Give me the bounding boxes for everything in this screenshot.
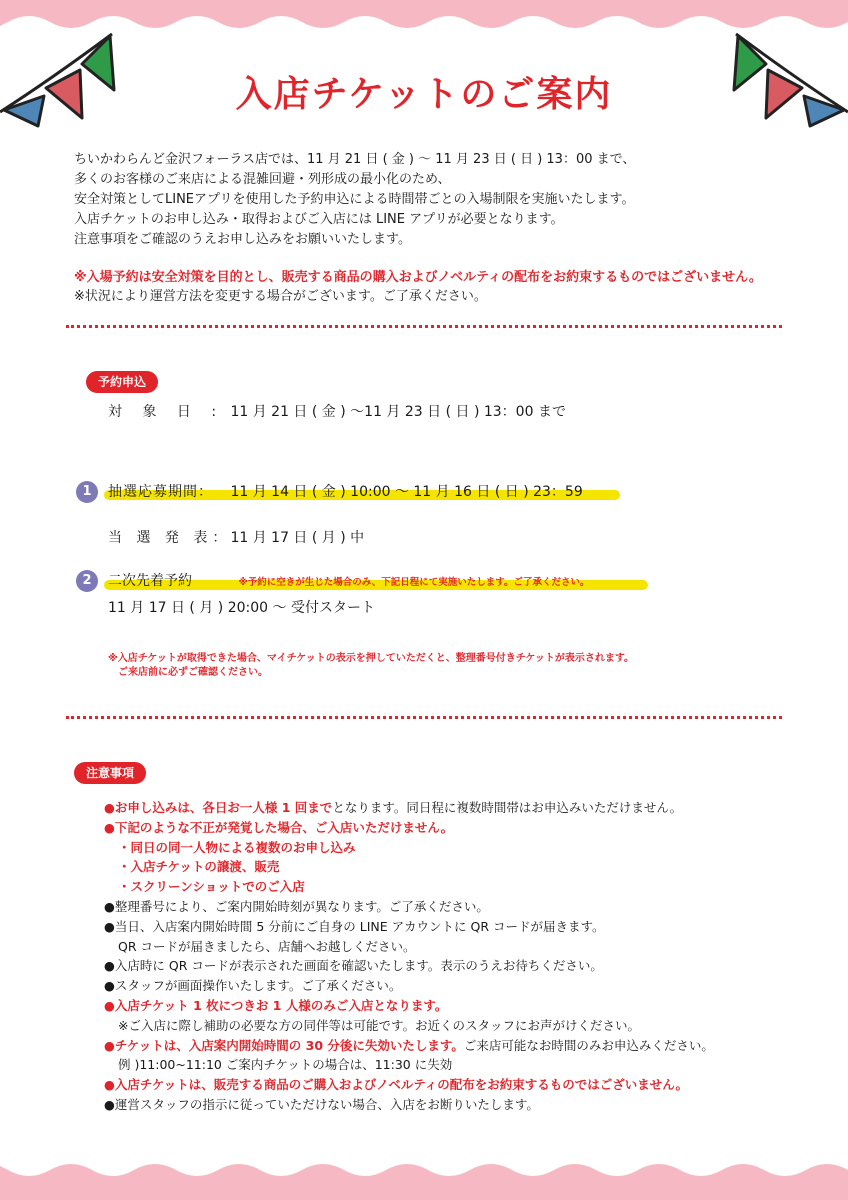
caution-item: ●当日、入店案内開始時間 5 分前にご自身の LINE アカウントに QR コードが届きます。 xyxy=(104,918,605,934)
intro-text xyxy=(74,150,794,250)
caution-item: ●入店時に QR コードが表示された画面を確認いたします。表示のうえお待ちください。 xyxy=(104,958,603,974)
intro-line: ちいかわらんど金沢フォーラス店では、11 月 21 日 ( 金 ) 〜 11 月 23 日 ( 日 ) 13：00 まで、 xyxy=(74,152,636,167)
announcement-row xyxy=(108,528,364,548)
top-wave-border xyxy=(0,0,848,34)
caution-list xyxy=(104,798,784,1115)
second-round-label: 二次先着予約 xyxy=(108,573,192,589)
caution-item-text: となります。同日程に複数時間帯はお申込みいただけません。 xyxy=(332,800,683,815)
intro-line: 安全対策としてLINEアプリを使用した予約申込による時間帯ごとの入場制限を実施いたします。 xyxy=(74,192,635,207)
bottom-wave-border xyxy=(0,1156,848,1200)
intro-line: 多くのお客様のご来店による混雑回避・列形成の最小化のため、 xyxy=(74,172,451,187)
intro-line: 注意事項をご確認のうえお申し込みをお願いいたします。 xyxy=(74,232,411,247)
warning-text xyxy=(74,268,814,306)
caution-heading: 注意事項 xyxy=(74,762,146,784)
caution-subitem: ・入店チケットの譲渡、販売 xyxy=(118,859,280,875)
caution-item: ●下記のような不正が発覚した場合、ご入店いただけません。 xyxy=(104,819,454,835)
intro-line: 入店チケットのお申し込み・取得およびご入店には LINE アプリが必要となります。 xyxy=(74,212,564,227)
warning-line-purpose: ※入場予約は安全対策を目的とし、販売する商品の購入およびノベルティの配布をお約束するものではございません。 xyxy=(74,270,762,285)
target-date-label: 対 象 日 : xyxy=(108,404,225,420)
section-divider xyxy=(66,325,782,328)
page-title: 入店チケットのご案内 xyxy=(235,74,613,115)
second-round-value: 11 月 17 日 ( 月 ) 20:00 〜 受付スタート xyxy=(108,600,375,616)
lottery-period-row xyxy=(108,482,583,502)
caution-item: ●運営スタッフの指示に従っていただけない場合、入店をお断りいたします。 xyxy=(104,1096,539,1112)
caution-item-continued: 例 )11:00~11:10 ご案内チケットの場合は、11:30 に失効 xyxy=(118,1057,453,1073)
step-number-badge: 2 xyxy=(76,570,98,592)
target-date-row xyxy=(108,402,566,422)
announcement-value: 11 月 17 日 ( 月 ) 中 xyxy=(230,530,365,546)
caution-subitem: ・同日の同一人物による複数のお申し込み xyxy=(118,839,356,855)
caution-item-text: ご来店可能なお時間のみお申込みください。 xyxy=(463,1037,714,1053)
lottery-period-label: 抽選応募期間： xyxy=(108,484,213,500)
lottery-period-value: 11 月 14 日 ( 金 ) 10:00 〜 11 月 16 日 ( 日 ) 23：59 xyxy=(230,484,583,500)
caution-item-emphasis: ●チケットは、入店案内開始時間の 30 分後に失効いたします。 xyxy=(104,1037,464,1053)
caution-item-continued: ※ご入店に際し補助の必要な方の同伴等は可能です。お近くのスタッフにお声がけください。 xyxy=(118,1017,640,1033)
ticket-note-line: ※入店チケットが取得できた場合、マイチケットの表示を押していただくと、整理番号付きチケットが表示されます。 xyxy=(108,653,635,664)
target-date-value: 11 月 21 日 ( 金 ) 〜11 月 23 日 ( 日 ) 13：00 まで xyxy=(230,404,566,420)
announcement-label: 当 選 発 表： xyxy=(108,530,232,546)
caution-item xyxy=(104,798,784,818)
ticket-note-line: ご来店前に必ずご確認ください。 xyxy=(118,667,268,678)
reservation-heading: 予約申込 xyxy=(86,371,158,393)
caution-item-emphasis: ●お申し込みは、各日お一人様 1 回まで xyxy=(104,800,333,815)
caution-item: ●入店チケットは、販売する商品のご購入およびノベルティの配布をお約束するものではございません。 xyxy=(104,1077,689,1093)
section-divider xyxy=(66,716,782,719)
caution-subitem: ・スクリーンショットでのご入店 xyxy=(118,879,305,895)
caution-item-continued: QR コードが届きましたら、店舗へお越しください。 xyxy=(118,938,416,954)
caution-item xyxy=(104,1036,784,1056)
second-round-row xyxy=(108,571,590,593)
caution-item: ●スタッフが画面操作いたします。ご了承ください。 xyxy=(104,978,402,994)
caution-item: ●整理番号により、ご案内開始時刻が異なります。ご了承ください。 xyxy=(104,898,489,914)
ticket-note xyxy=(108,652,634,680)
step-number-badge: 1 xyxy=(76,481,98,503)
warning-line-change: ※状況により運営方法を変更する場合がございます。ご了承ください。 xyxy=(74,289,487,304)
caution-item: ●入店チケット 1 枚につきお 1 人様のみご入店となります。 xyxy=(104,997,448,1013)
second-round-note: ※予約に空きが生じた場合のみ、下記日程にて実施いたします。ご了承ください。 xyxy=(238,577,590,588)
